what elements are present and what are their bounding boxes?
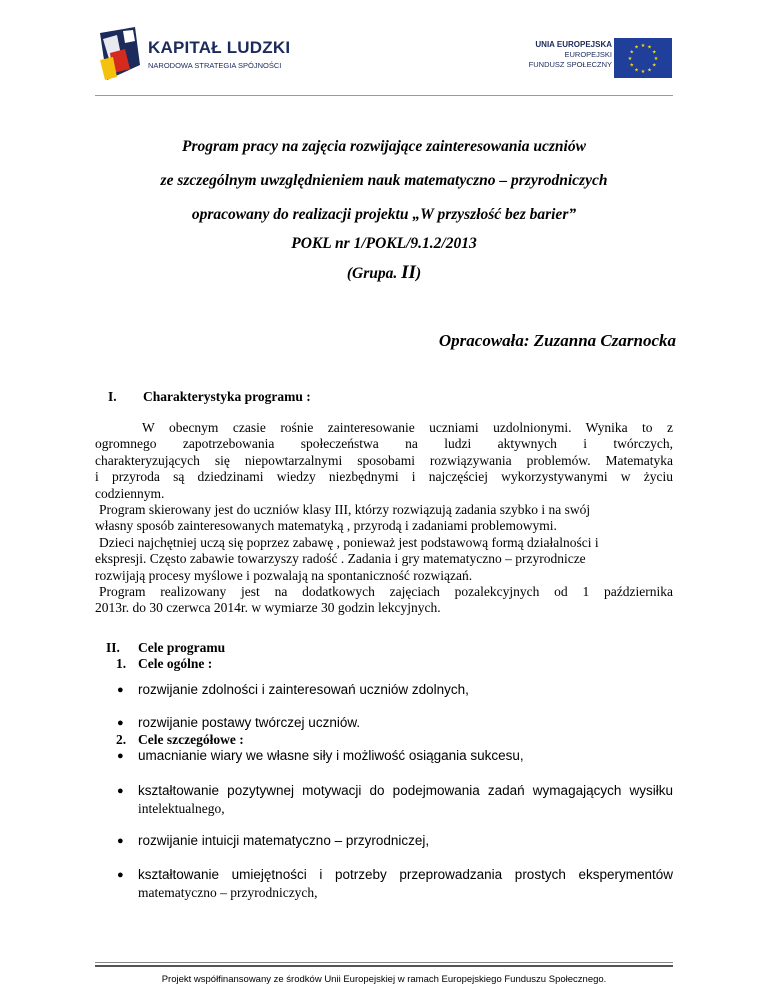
bullet-icon: ● <box>117 684 124 696</box>
p3-line: ekspresji. Często zabawie towarzyszy radość . Zadania i gry matematyczno – przyrodnicze <box>95 551 586 567</box>
footer-rule-thick <box>95 965 673 967</box>
svg-text:★: ★ <box>629 62 634 69</box>
subsection-1-heading: Cele ogólne : <box>138 656 213 671</box>
group-suffix: ) <box>415 265 422 282</box>
title-line-3: opracowany do realizacji projektu „W przyszłość bez barier” <box>191 206 577 223</box>
p3-line: Dzieci najchętniej uczą się poprzez zabawę , ponieważ jest podstawową formą działalności i <box>99 535 599 550</box>
bullet-icon: ● <box>117 750 124 762</box>
header-divider <box>95 95 673 96</box>
group-numeral: II <box>401 262 416 283</box>
svg-text:★: ★ <box>634 44 639 51</box>
subsection-2-heading: Cele szczegółowe : <box>138 732 244 747</box>
p2-line: Program skierowany jest do uczniów klasy III, którzy rozwiązują zadania szybko i na swój <box>99 502 591 517</box>
eu-logo-text <box>512 40 612 70</box>
p1-line: i przyroda są dziedzinami wiedzy niezbędnymi i najczęściej wykorzystywanymi w życiu <box>95 469 673 485</box>
footer-text: Projekt współfinansowany ze środków Unii Europejskiej w ramach Europejskiego Funduszu Społecznego. <box>161 974 607 985</box>
section-2-heading: Cele programu <box>138 640 226 655</box>
svg-text:★: ★ <box>629 49 634 56</box>
svg-text:★: ★ <box>640 43 646 49</box>
kapital-ludzki-subtitle: NARODOWA STRATEGIA SPÓJNOŚCI <box>148 61 282 70</box>
p4-line: 2013r. do 30 czerwca 2014r. w wymiarze 30 godzin lekcyjnych. <box>95 600 441 616</box>
author-line: Opracowała: Zuzanna Czarnocka <box>438 331 676 350</box>
section-1-paragraph-2 <box>95 502 673 535</box>
bullet-2-text: rozwijanie postawy twórczej uczniów. <box>138 715 361 730</box>
p3-line: rozwijają procesy myślowe i pozwalają na spontaniczność rozwiązań. <box>95 567 473 583</box>
eu-flag-icon <box>614 38 672 78</box>
bullet-3-text: umacnianie wiary we własne siły i możliwość osiągania sukcesu, <box>138 748 524 763</box>
p1-line: W obecnym czasie rośnie zainteresowanie uczniami uzdolnionymi. Wynika to z <box>142 420 673 435</box>
bullet-1-text: rozwijanie zdolności i zainteresowań uczniów zdolnych, <box>138 682 469 697</box>
svg-text:★: ★ <box>653 56 659 62</box>
eu-line1: UNIA EUROPEJSKA <box>535 40 612 49</box>
svg-text:★: ★ <box>634 67 639 74</box>
bullet-icon: ● <box>117 785 124 797</box>
p1-line: codziennym. <box>95 485 165 501</box>
footer-rule <box>95 962 673 963</box>
subsection-1-number: 1. <box>116 656 127 671</box>
svg-text:★: ★ <box>627 56 633 62</box>
bullet-icon: ● <box>117 835 124 847</box>
section-1-paragraph-3 <box>95 535 673 584</box>
eu-line2: EUROPEJSKI <box>564 50 612 59</box>
title-line-1: Program pracy na zajęcia rozwijające zainteresowania uczniów <box>182 138 586 155</box>
subsection-2-number: 2. <box>116 732 127 747</box>
section-1-paragraph-4 <box>95 584 673 617</box>
bullet-icon: ● <box>117 717 124 729</box>
svg-text:★: ★ <box>640 69 646 75</box>
p1-line: ogromnego zapotrzebowania społeczeństwa na ludzi aktywnych i twórczych, <box>95 436 673 452</box>
svg-text:★: ★ <box>647 44 652 51</box>
svg-text:★: ★ <box>647 67 652 74</box>
section-1-heading: Charakterystyka programu : <box>143 389 311 404</box>
p1-line: charakteryzujących się niepowtarzalnymi sposobami rozwiązywania problemów. Matematyka <box>95 452 673 468</box>
bullet-6-text: kształtowanie umiejętności i potrzeby przeprowadzania prostych eksperymentów matematyczno – przyrodniczych, <box>138 867 673 900</box>
bullet-4-text: kształtowanie pozytywnej motywacji do podejmowania zadań wymagających wysiłku intelektualnego, <box>138 783 673 816</box>
p4-line: Program realizowany jest na dodatkowych zajęciach pozalekcyjnych od 1 października <box>99 584 673 599</box>
section-1-paragraph-1 <box>95 420 673 502</box>
group-prefix: (Grupa. <box>346 265 398 282</box>
title-line-4: POKL nr 1/POKL/9.1.2/2013 <box>291 235 477 252</box>
bullet-5-text: rozwijanie intuicji matematyczno – przyrodniczej, <box>138 833 430 848</box>
group-label <box>0 262 768 284</box>
p2-line: własny sposób zainteresowanych matematyką , przyrodą i zadaniami problemowymi. <box>95 518 557 534</box>
title-line-2: ze szczególnym uwzględnieniem nauk matematyczno – przyrodniczych <box>160 172 608 189</box>
svg-text:★: ★ <box>652 49 657 56</box>
svg-text:★: ★ <box>652 62 657 69</box>
bullet-icon: ● <box>117 869 124 881</box>
section-2-number: II. <box>106 640 120 655</box>
eu-line3: FUNDUSZ SPOŁECZNY <box>528 60 612 69</box>
section-1-number: I. <box>108 389 117 404</box>
kapital-ludzki-title: KAPITAŁ LUDZKI <box>148 38 291 57</box>
